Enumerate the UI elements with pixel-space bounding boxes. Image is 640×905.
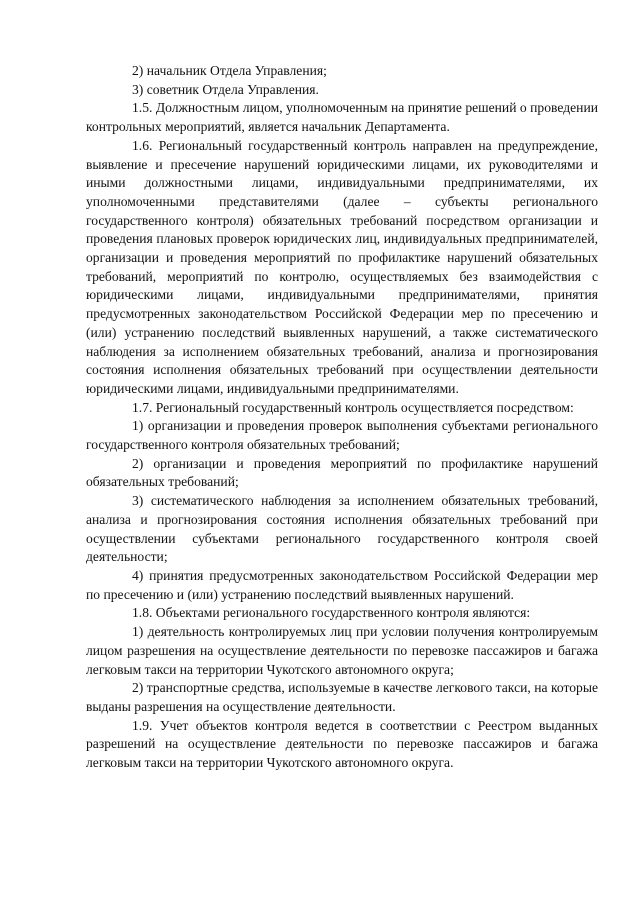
paragraph-1-9: 1.9. Учет объектов контроля ведется в соответствии с Реестром выданных разрешений на осуществление деятельности по перевозке пассажиров и багажа легковым такси на территории Чукотского автономного округа.	[86, 717, 598, 771]
paragraph-1-5: 1.5. Должностным лицом, уполномоченным на принятие решений о проведении контрольных мероприятий, является начальник Департамента.	[86, 100, 598, 135]
paragraph-1-7-item-4: 4) принятия предусмотренных законодательством Российской Федерации мер по пресечению и (или) устранению последствий выявленных нарушений.	[86, 567, 598, 602]
paragraph-1-8-item-1: 1) деятельность контролируемых лиц при условии получения контролируемым лицом разрешения на осуществление деятельности по перевозке пассажиров и багажа легковым такси на территории Чукотского автономного округа;	[86, 624, 598, 677]
paragraph-1-7-item-3: 3) систематического наблюдения за исполнением обязательных требований, анализа и прогнозирования состояния исполнения обязательных требований при осуществлении субъектами регионального государственного контроля своей деятельности;	[86, 493, 598, 565]
list-item-3-department-advisor: 3) советник Отдела Управления.	[132, 81, 319, 97]
paragraph-1-7-item-2: 2) организации и проведения мероприятий по профилактике нарушений обязательных требований;	[86, 455, 598, 490]
paragraph-1-6: 1.6. Региональный государственный контроль направлен на предупреждение, выявление и пресечение нарушений юридическими лицами, их руководителями и иными должностными лицами, индивидуальными предпринимателями, их уполномоченными представителями (далее – субъекты регионального государственного контроля) обязательных требований посредством организации и проведения плановых проверок юридических лиц, индивидуальных предпринимателей, организации и проведения мероприятий по профилактике нарушений обязательных требований, мероприятий по контролю, осуществляемых без взаимодействия с юридическими лицами, индивидуальными предпринимателями, принятия предусмотренных законодательством Российской Федерации мер по пресечению и (или) устранению последствий выявленных нарушений, а также систематического наблюдения за исполнением обязательных требований, анализа и прогнозирования состояния исполнения обязательных требований при осуществлении деятельности юридическими лицами, индивидуальными предпринимателями.	[86, 137, 598, 396]
paragraph-1-7: 1.7. Региональный государственный контроль осуществляется посредством:	[132, 399, 574, 415]
list-item-2-head-of-department: 2) начальник Отдела Управления;	[132, 63, 327, 78]
paragraph-1-8: 1.8. Объектами регионального государственного контроля являются:	[132, 605, 531, 621]
paragraph-1-8-item-2: 2) транспортные средства, используемые в качестве легкового такси, на которые выданы разрешения на осуществление деятельности.	[86, 680, 598, 714]
paragraph-1-7-item-1: 1) организации и проведения проверок выполнения субъектами регионального государственного контроля обязательных требований;	[86, 418, 598, 453]
